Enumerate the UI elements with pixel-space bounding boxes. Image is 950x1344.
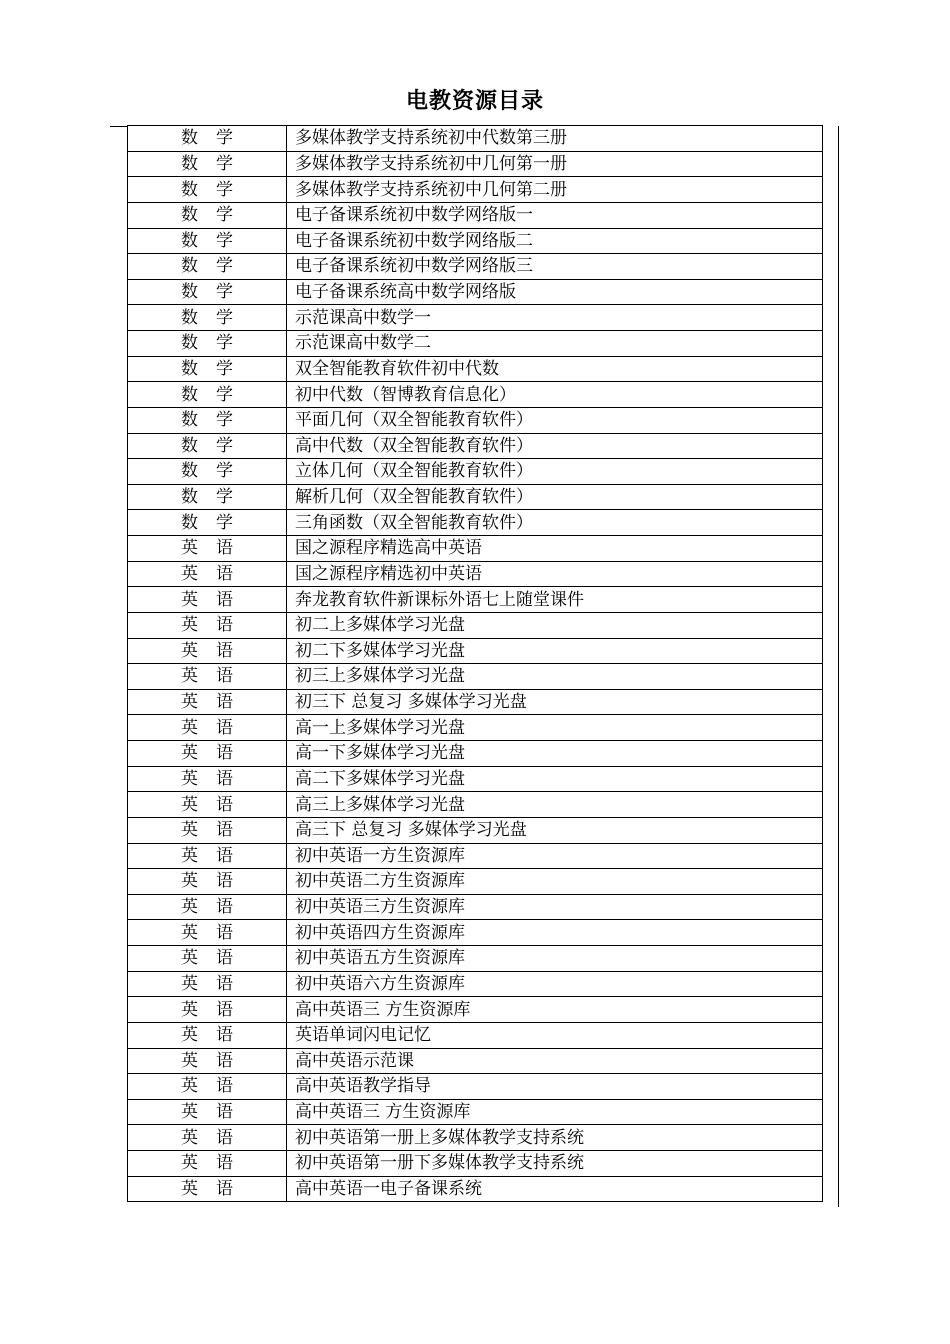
resource-name-cell: 高中英语三 方生资源库 <box>287 997 823 1023</box>
table-row <box>128 664 823 690</box>
resource-name-cell: 高三下 总复习 多媒体学习光盘 <box>287 817 823 843</box>
table-row <box>128 741 823 767</box>
page-title: 电教资源目录 <box>405 89 544 114</box>
table-row <box>128 817 823 843</box>
subject-cell: 英语 <box>128 997 287 1023</box>
resource-name-cell: 示范课高中数学一 <box>287 305 823 331</box>
subject-cell: 数学 <box>128 382 287 408</box>
resource-name-cell: 国之源程序精选高中英语 <box>287 536 823 562</box>
table-row <box>128 689 823 715</box>
table-row <box>128 536 823 562</box>
subject-cell: 英语 <box>128 612 287 638</box>
table-row <box>128 946 823 972</box>
table-row <box>128 151 823 177</box>
subject-cell: 数学 <box>128 177 287 203</box>
table-row <box>128 715 823 741</box>
resource-name-cell: 三角函数（双全智能教育软件） <box>287 510 823 536</box>
table-row <box>128 254 823 280</box>
subject-cell: 英语 <box>128 971 287 997</box>
table-row <box>128 843 823 869</box>
resource-catalog-table <box>127 125 823 1202</box>
subject-cell: 英语 <box>128 715 287 741</box>
subject-cell: 数学 <box>128 202 287 228</box>
table-row <box>128 356 823 382</box>
catalog-body <box>128 126 823 1202</box>
left-edge-rule <box>110 126 128 127</box>
table-row <box>128 279 823 305</box>
table-row <box>128 638 823 664</box>
table-row <box>128 587 823 613</box>
resource-name-cell: 电子备课系统初中数学网络版二 <box>287 228 823 254</box>
table-row <box>128 1074 823 1100</box>
table-row <box>128 792 823 818</box>
resource-name-cell: 初中代数（智博教育信息化） <box>287 382 823 408</box>
table-row <box>128 1099 823 1125</box>
table-row <box>128 407 823 433</box>
resource-name-cell: 平面几何（双全智能教育软件） <box>287 407 823 433</box>
subject-cell: 英语 <box>128 920 287 946</box>
subject-cell: 英语 <box>128 664 287 690</box>
subject-cell: 英语 <box>128 1048 287 1074</box>
subject-cell: 英语 <box>128 1125 287 1151</box>
subject-cell: 数学 <box>128 331 287 357</box>
resource-name-cell: 高中代数（双全智能教育软件） <box>287 433 823 459</box>
resource-name-cell: 初二下多媒体学习光盘 <box>287 638 823 664</box>
resource-name-cell: 初中英语二方生资源库 <box>287 869 823 895</box>
table-row <box>128 971 823 997</box>
subject-cell: 英语 <box>128 561 287 587</box>
table-row <box>128 1151 823 1177</box>
table-row <box>128 202 823 228</box>
subject-cell: 英语 <box>128 946 287 972</box>
resource-name-cell: 初中英语六方生资源库 <box>287 971 823 997</box>
resource-name-cell: 初三上多媒体学习光盘 <box>287 664 823 690</box>
subject-cell: 数学 <box>128 228 287 254</box>
subject-cell: 数学 <box>128 433 287 459</box>
resource-name-cell: 国之源程序精选初中英语 <box>287 561 823 587</box>
table-row <box>128 1048 823 1074</box>
resource-name-cell: 初中英语一方生资源库 <box>287 843 823 869</box>
subject-cell: 数学 <box>128 459 287 485</box>
table-row <box>128 433 823 459</box>
resource-name-cell: 电子备课系统初中数学网络版三 <box>287 254 823 280</box>
resource-name-cell: 示范课高中数学二 <box>287 331 823 357</box>
subject-cell: 数学 <box>128 254 287 280</box>
subject-cell: 英语 <box>128 536 287 562</box>
table-row <box>128 997 823 1023</box>
resource-name-cell: 电子备课系统初中数学网络版一 <box>287 202 823 228</box>
resource-name-cell: 初中英语三方生资源库 <box>287 894 823 920</box>
subject-cell: 数学 <box>128 356 287 382</box>
resource-name-cell: 初三下 总复习 多媒体学习光盘 <box>287 689 823 715</box>
table-row <box>128 510 823 536</box>
subject-cell: 数学 <box>128 407 287 433</box>
subject-cell: 数学 <box>128 279 287 305</box>
resource-name-cell: 高中英语三 方生资源库 <box>287 1099 823 1125</box>
table-row <box>128 459 823 485</box>
resource-name-cell: 高一下多媒体学习光盘 <box>287 741 823 767</box>
subject-cell: 英语 <box>128 587 287 613</box>
resource-name-cell: 初中英语第一册上多媒体教学支持系统 <box>287 1125 823 1151</box>
subject-cell: 数学 <box>128 151 287 177</box>
resource-name-cell: 高三上多媒体学习光盘 <box>287 792 823 818</box>
subject-cell: 英语 <box>128 638 287 664</box>
subject-cell: 数学 <box>128 484 287 510</box>
resource-name-cell: 初中英语第一册下多媒体教学支持系统 <box>287 1151 823 1177</box>
subject-cell: 英语 <box>128 689 287 715</box>
table-row <box>128 331 823 357</box>
resource-name-cell: 双全智能教育软件初中代数 <box>287 356 823 382</box>
resource-name-cell: 初二上多媒体学习光盘 <box>287 612 823 638</box>
subject-cell: 英语 <box>128 1074 287 1100</box>
subject-cell: 英语 <box>128 1151 287 1177</box>
table-row <box>128 126 823 152</box>
resource-name-cell: 立体几何（双全智能教育软件） <box>287 459 823 485</box>
subject-cell: 数学 <box>128 510 287 536</box>
table-row <box>128 1022 823 1048</box>
table-row <box>128 305 823 331</box>
resource-name-cell: 高中英语教学指导 <box>287 1074 823 1100</box>
table-row <box>128 177 823 203</box>
resource-name-cell: 多媒体教学支持系统初中几何第二册 <box>287 177 823 203</box>
resource-name-cell: 多媒体教学支持系统初中几何第一册 <box>287 151 823 177</box>
subject-cell: 英语 <box>128 741 287 767</box>
table-row <box>128 612 823 638</box>
right-edge-rule <box>838 126 839 1207</box>
subject-cell: 数学 <box>128 305 287 331</box>
table-row <box>128 561 823 587</box>
subject-cell: 英语 <box>128 843 287 869</box>
resource-name-cell: 初中英语五方生资源库 <box>287 946 823 972</box>
resource-name-cell: 高中英语一电子备课系统 <box>287 1176 823 1202</box>
table-row <box>128 869 823 895</box>
subject-cell: 英语 <box>128 1022 287 1048</box>
table-row <box>128 382 823 408</box>
subject-cell: 数学 <box>128 126 287 152</box>
table-row <box>128 228 823 254</box>
table-row <box>128 1125 823 1151</box>
subject-cell: 英语 <box>128 766 287 792</box>
resource-name-cell: 解析几何（双全智能教育软件） <box>287 484 823 510</box>
subject-cell: 英语 <box>128 894 287 920</box>
resource-name-cell: 高二下多媒体学习光盘 <box>287 766 823 792</box>
table-row <box>128 766 823 792</box>
resource-name-cell: 初中英语四方生资源库 <box>287 920 823 946</box>
subject-cell: 英语 <box>128 1099 287 1125</box>
resource-name-cell: 英语单词闪电记忆 <box>287 1022 823 1048</box>
table-row <box>128 484 823 510</box>
subject-cell: 英语 <box>128 1176 287 1202</box>
resource-name-cell: 奔龙教育软件新课标外语七上随堂课件 <box>287 587 823 613</box>
subject-cell: 英语 <box>128 792 287 818</box>
subject-cell: 英语 <box>128 869 287 895</box>
table-row <box>128 1176 823 1202</box>
resource-name-cell: 电子备课系统高中数学网络版 <box>287 279 823 305</box>
resource-name-cell: 高中英语示范课 <box>287 1048 823 1074</box>
resource-name-cell: 多媒体教学支持系统初中代数第三册 <box>287 126 823 152</box>
table-row <box>128 920 823 946</box>
table-row <box>128 894 823 920</box>
subject-cell: 英语 <box>128 817 287 843</box>
resource-name-cell: 高一上多媒体学习光盘 <box>287 715 823 741</box>
